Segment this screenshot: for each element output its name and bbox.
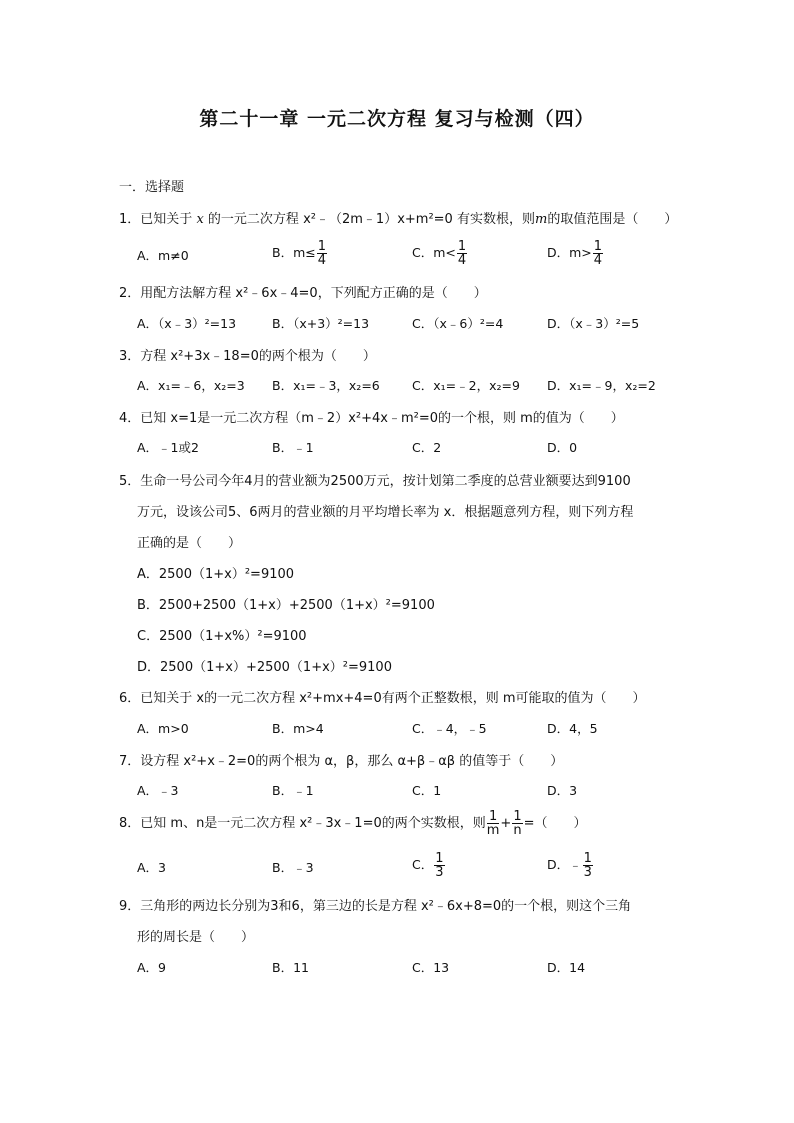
- option-b: B．﹣3: [272, 860, 314, 875]
- fraction-1-over-m: $\frac{1}{m}$: [486, 809, 500, 838]
- question-9-line-1: 9．三角形的两边长分别为3和6，第三边的长是方程 x²﹣6x+8=0的一个根，则这个三角: [119, 899, 632, 914]
- option-a: A．﹣3: [137, 783, 179, 798]
- question-3: 3．方程 x²+3x﹣18=0的两个根为（ ）: [119, 349, 376, 364]
- question-2-options: [0, 314, 794, 338]
- page-title: 第二十一章 一元二次方程 复习与检测（四）: [199, 108, 595, 130]
- question-3-options: [0, 376, 794, 400]
- question-8-options: [0, 851, 794, 880]
- question-6: 6．已知关于 x的一元二次方程 x²+mx+4=0有两个正整数根，则 m可能取的值为（ ）: [119, 691, 646, 706]
- question-1: 1．已知关于 x 的一元二次方程 x²﹣（2m﹣1）x+m²=0 有实数根，则m的取值范围是（ ）: [119, 212, 678, 227]
- option-c: C． $\frac{1}{3}$: [412, 851, 444, 880]
- question-4: 4．已知 x=1是一元二次方程（m﹣2）x²+4x﹣m²=0的一个根，则 m的值为（ ）: [119, 411, 624, 426]
- option-a: A．x₁=﹣6，x₂=3: [137, 378, 245, 393]
- option-c: C．﹣4，﹣5: [412, 721, 487, 736]
- question-9-line-2: 形的周长是（ ）: [137, 930, 255, 945]
- option-c: C．2: [412, 440, 442, 455]
- option-a: A．m≠0: [137, 248, 189, 263]
- question-7-options: [0, 781, 794, 805]
- option-c: C．13: [412, 960, 450, 975]
- question-6-options: [0, 719, 794, 743]
- option-c: C．1: [412, 783, 442, 798]
- option-b: B．m≤ $\frac{1}{4}$: [272, 239, 327, 268]
- question-5-line-1: 5．生命一号公司今年4月的营业额为2500万元，按计划第二季度的总营业额要达到9100: [119, 474, 631, 489]
- question-4-options: [0, 438, 794, 462]
- option-d: D．3: [547, 783, 578, 798]
- question-9-options: [0, 958, 794, 982]
- option-a: A．﹣1或2: [137, 440, 199, 455]
- option-b: B．x₁=﹣3，x₂=6: [272, 378, 380, 393]
- question-7: 7．设方程 x²+x﹣2=0的两个根为 α，β，那么 α+β﹣αβ 的值等于（ ）: [119, 754, 564, 769]
- option-d: D．14: [547, 960, 586, 975]
- option-a: A．3: [137, 860, 167, 875]
- option-c: C．m< $\frac{1}{4}$: [412, 239, 467, 268]
- option-d: D．x₁=﹣9，x₂=2: [547, 378, 656, 393]
- question-5-line-3: 正确的是（ ）: [137, 536, 242, 551]
- option-a: A．2500（1+x）²=9100: [137, 567, 295, 582]
- option-a: A．9: [137, 960, 167, 975]
- fraction-1-over-n: $\frac{1}{n}$: [513, 809, 522, 838]
- question-8: 8．已知 m、n是一元二次方程 x²﹣3x﹣1=0的两个实数根，则 $\frac{1}{m}$ + $\frac{1}{n}$ =（ ）: [119, 809, 587, 838]
- option-c: C．x₁=﹣2，x₂=9: [412, 378, 520, 393]
- option-d: D．4，5: [547, 721, 598, 736]
- option-b: B．（x+3）²=13: [272, 316, 370, 331]
- option-d: D．m> $\frac{1}{4}$: [547, 239, 603, 268]
- option-c: C．2500（1+x%）²=9100: [137, 629, 307, 644]
- question-1-options: [0, 239, 794, 268]
- option-d: D．2500（1+x）+2500（1+x）²=9100: [137, 660, 392, 675]
- option-b: B．11: [272, 960, 309, 975]
- question-2: 2．用配方法解方程 x²﹣6x﹣4=0，下列配方正确的是（ ）: [119, 286, 487, 301]
- option-b: B．﹣1: [272, 783, 314, 798]
- option-b: B．﹣1: [272, 440, 314, 455]
- option-d: D．﹣ $\frac{1}{3}$: [547, 851, 592, 880]
- option-d: D．（x﹣3）²=5: [547, 316, 640, 331]
- option-d: D．0: [547, 440, 578, 455]
- option-b: B．m>4: [272, 721, 324, 736]
- option-b: B．2500+2500（1+x）+2500（1+x）²=9100: [137, 598, 435, 613]
- question-5-line-2: 万元，设该公司5、6两月的营业额的月平均增长率为 x．根据题意列方程，则下列方程: [137, 505, 634, 520]
- option-a: A．m>0: [137, 721, 189, 736]
- option-a: A．（x﹣3）²=13: [137, 316, 237, 331]
- section-heading: 一．选择题: [119, 180, 185, 195]
- option-c: C．（x﹣6）²=4: [412, 316, 504, 331]
